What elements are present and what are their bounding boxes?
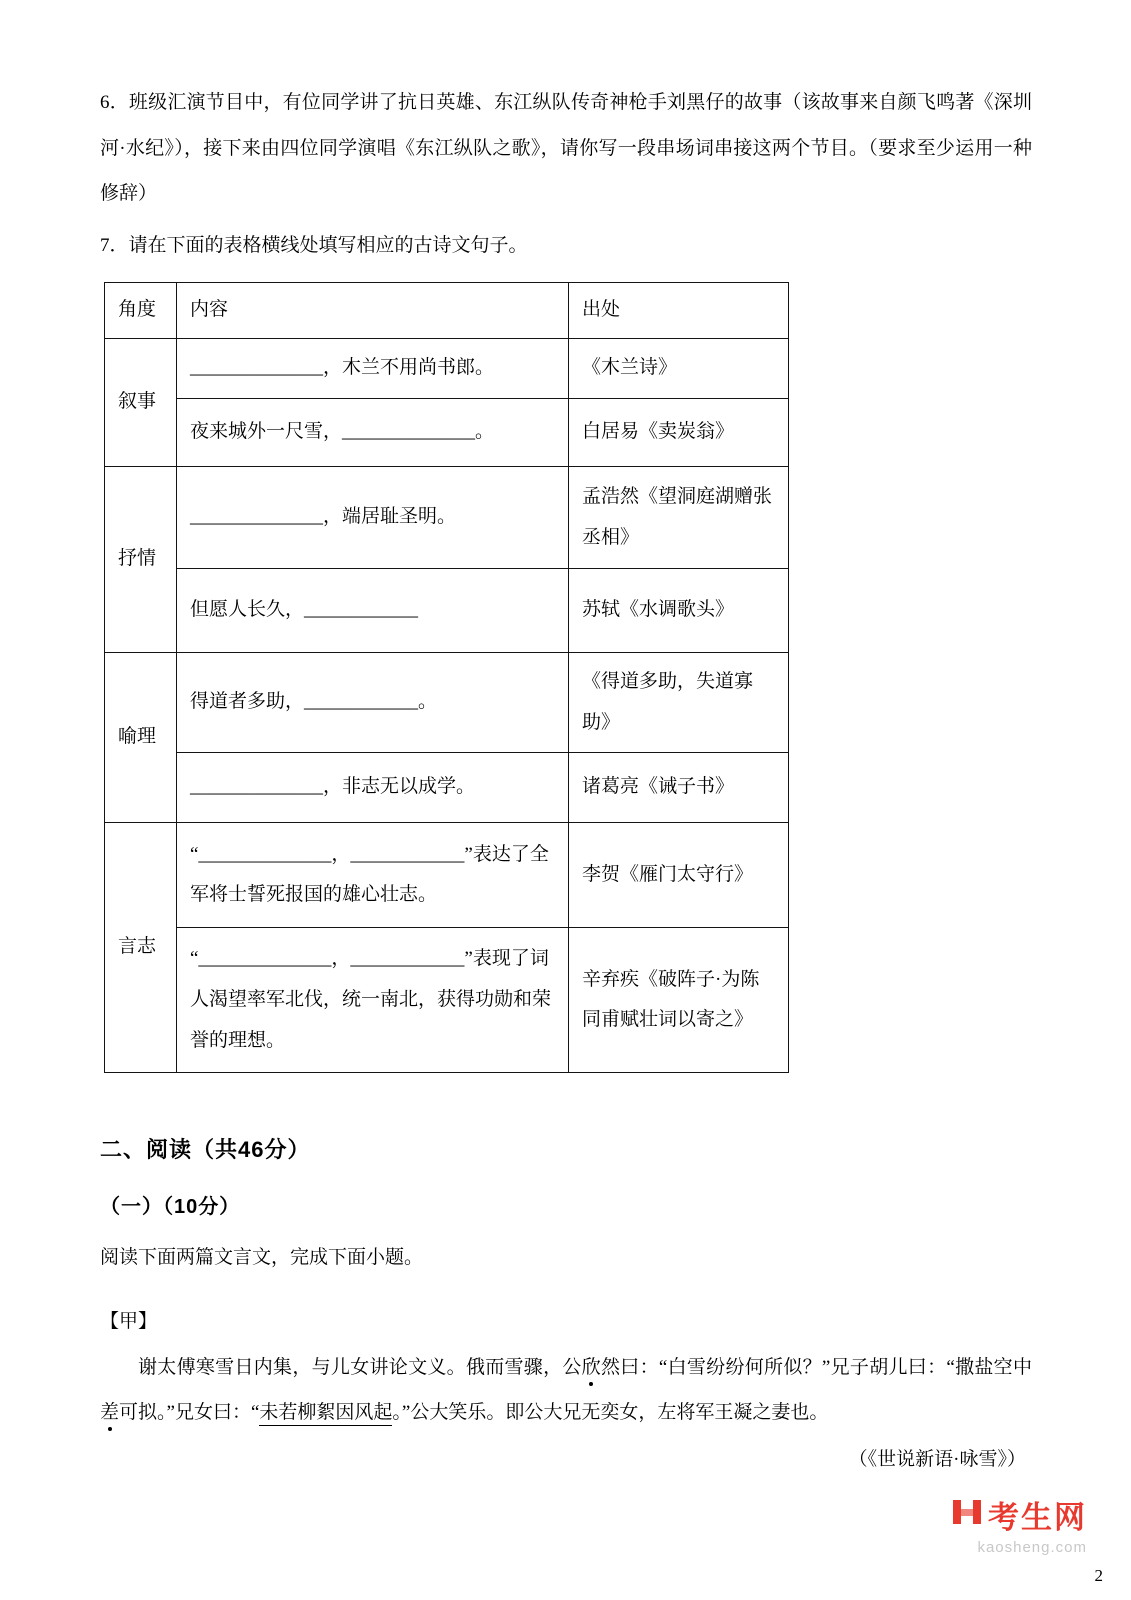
passage-segment: 谢太傅寒雪日内集，与儿女讲论文义。俄而雪骤，公 bbox=[138, 1356, 582, 1378]
content-cell: 但愿人长久，____________ bbox=[177, 569, 569, 653]
part-title-one: （一）（10分） bbox=[100, 1196, 241, 1219]
content-cell: ______________，非志无以成学。 bbox=[177, 753, 569, 823]
passage-emphasized-char: 差 bbox=[100, 1401, 120, 1423]
header-source: 出处 bbox=[569, 283, 789, 339]
passage-segment: 然曰：“白雪纷纷何所似？”兄子胡儿曰：“撒盐空中 bbox=[600, 1356, 1032, 1378]
content-cell: 夜来城外一尺雪，______________。 bbox=[177, 399, 569, 467]
content-cell: 得道者多助，____________。 bbox=[177, 653, 569, 753]
section-title-reading: 二、阅读（共46分） bbox=[100, 1137, 311, 1163]
reading-instruction: 阅读下面两篇文言文，完成下面小题。 bbox=[100, 1247, 424, 1269]
watermark-brand-text: 考生网 bbox=[988, 1500, 1087, 1535]
question-6-text: 6．班级汇演节目中，有位同学讲了抗日英雄、东江纵队传奇神枪手刘黑仔的故事（该故事来自颜飞鸣著《深圳河·水纪》），接下来由四位同学演唱《东江纵队之歌》，请你写一段串场词串接这两个节目。（要求至少运用一种修辞） bbox=[100, 92, 1032, 205]
table-row bbox=[105, 399, 789, 467]
table-row bbox=[105, 653, 789, 753]
header-content: 内容 bbox=[177, 283, 569, 339]
header-angle: 角度 bbox=[105, 283, 177, 339]
angle-cell-aspiration: 言志 bbox=[105, 823, 177, 1073]
source-cell: 《得道多助，失道寡助》 bbox=[569, 653, 789, 753]
content-cell: ______________，端居耻圣明。 bbox=[177, 467, 569, 569]
page-number: 2 bbox=[1094, 1566, 1103, 1585]
source-cell: 孟浩然《望洞庭湖赠张丞相》 bbox=[569, 467, 789, 569]
source-cell: 苏轼《水调歌头》 bbox=[569, 569, 789, 653]
table-row bbox=[105, 467, 789, 569]
source-cell: 白居易《卖炭翁》 bbox=[569, 399, 789, 467]
table-row bbox=[105, 928, 789, 1073]
kaosheng-watermark bbox=[952, 1492, 1087, 1556]
passage-segment: 。”公大笑乐。即公大兄无奕女，左将军王凝之妻也。 bbox=[392, 1401, 829, 1423]
source-cell: 李贺《雁门太守行》 bbox=[569, 823, 789, 928]
source-cell: 辛弃疾《破阵子·为陈同甫赋壮词以寄之》 bbox=[569, 928, 789, 1073]
passage-underlined-phrase: 未若柳絮因风起 bbox=[259, 1402, 392, 1426]
content-cell: “______________，____________”表现了词人渴望率军北伐，统一南北，获得功勋和荣誉的理想。 bbox=[177, 928, 569, 1073]
page-content bbox=[100, 80, 1032, 1481]
passage-label-jia: 【甲】 bbox=[100, 1311, 158, 1333]
table-row bbox=[105, 823, 789, 928]
kaosheng-logo-icon bbox=[952, 1497, 982, 1532]
classical-passage bbox=[100, 1345, 1032, 1435]
content-cell: ______________，木兰不用尚书郎。 bbox=[177, 339, 569, 399]
source-cell: 《木兰诗》 bbox=[569, 339, 789, 399]
question-7-text: 7．请在下面的表格横线处填写相应的古诗文句子。 bbox=[100, 234, 528, 256]
passage-emphasized-char: 欣 bbox=[581, 1356, 601, 1378]
content-cell: “______________，____________”表达了全军将士誓死报国的雄心壮志。 bbox=[177, 823, 569, 928]
table-row bbox=[105, 753, 789, 823]
watermark-domain-text: kaosheng.com bbox=[977, 1539, 1087, 1556]
table-row bbox=[105, 569, 789, 653]
passage-source: （《世说新语·咏雪》） bbox=[848, 1449, 1026, 1470]
table-header-row bbox=[105, 283, 789, 339]
poetry-fill-table bbox=[104, 282, 789, 1073]
source-cell: 诸葛亮《诫子书》 bbox=[569, 753, 789, 823]
passage-segment: 可拟。”兄女曰：“ bbox=[119, 1401, 260, 1423]
angle-cell-reason: 喻理 bbox=[105, 653, 177, 823]
table-row bbox=[105, 339, 789, 399]
angle-cell-narrative: 叙事 bbox=[105, 339, 177, 467]
angle-cell-lyric: 抒情 bbox=[105, 467, 177, 653]
